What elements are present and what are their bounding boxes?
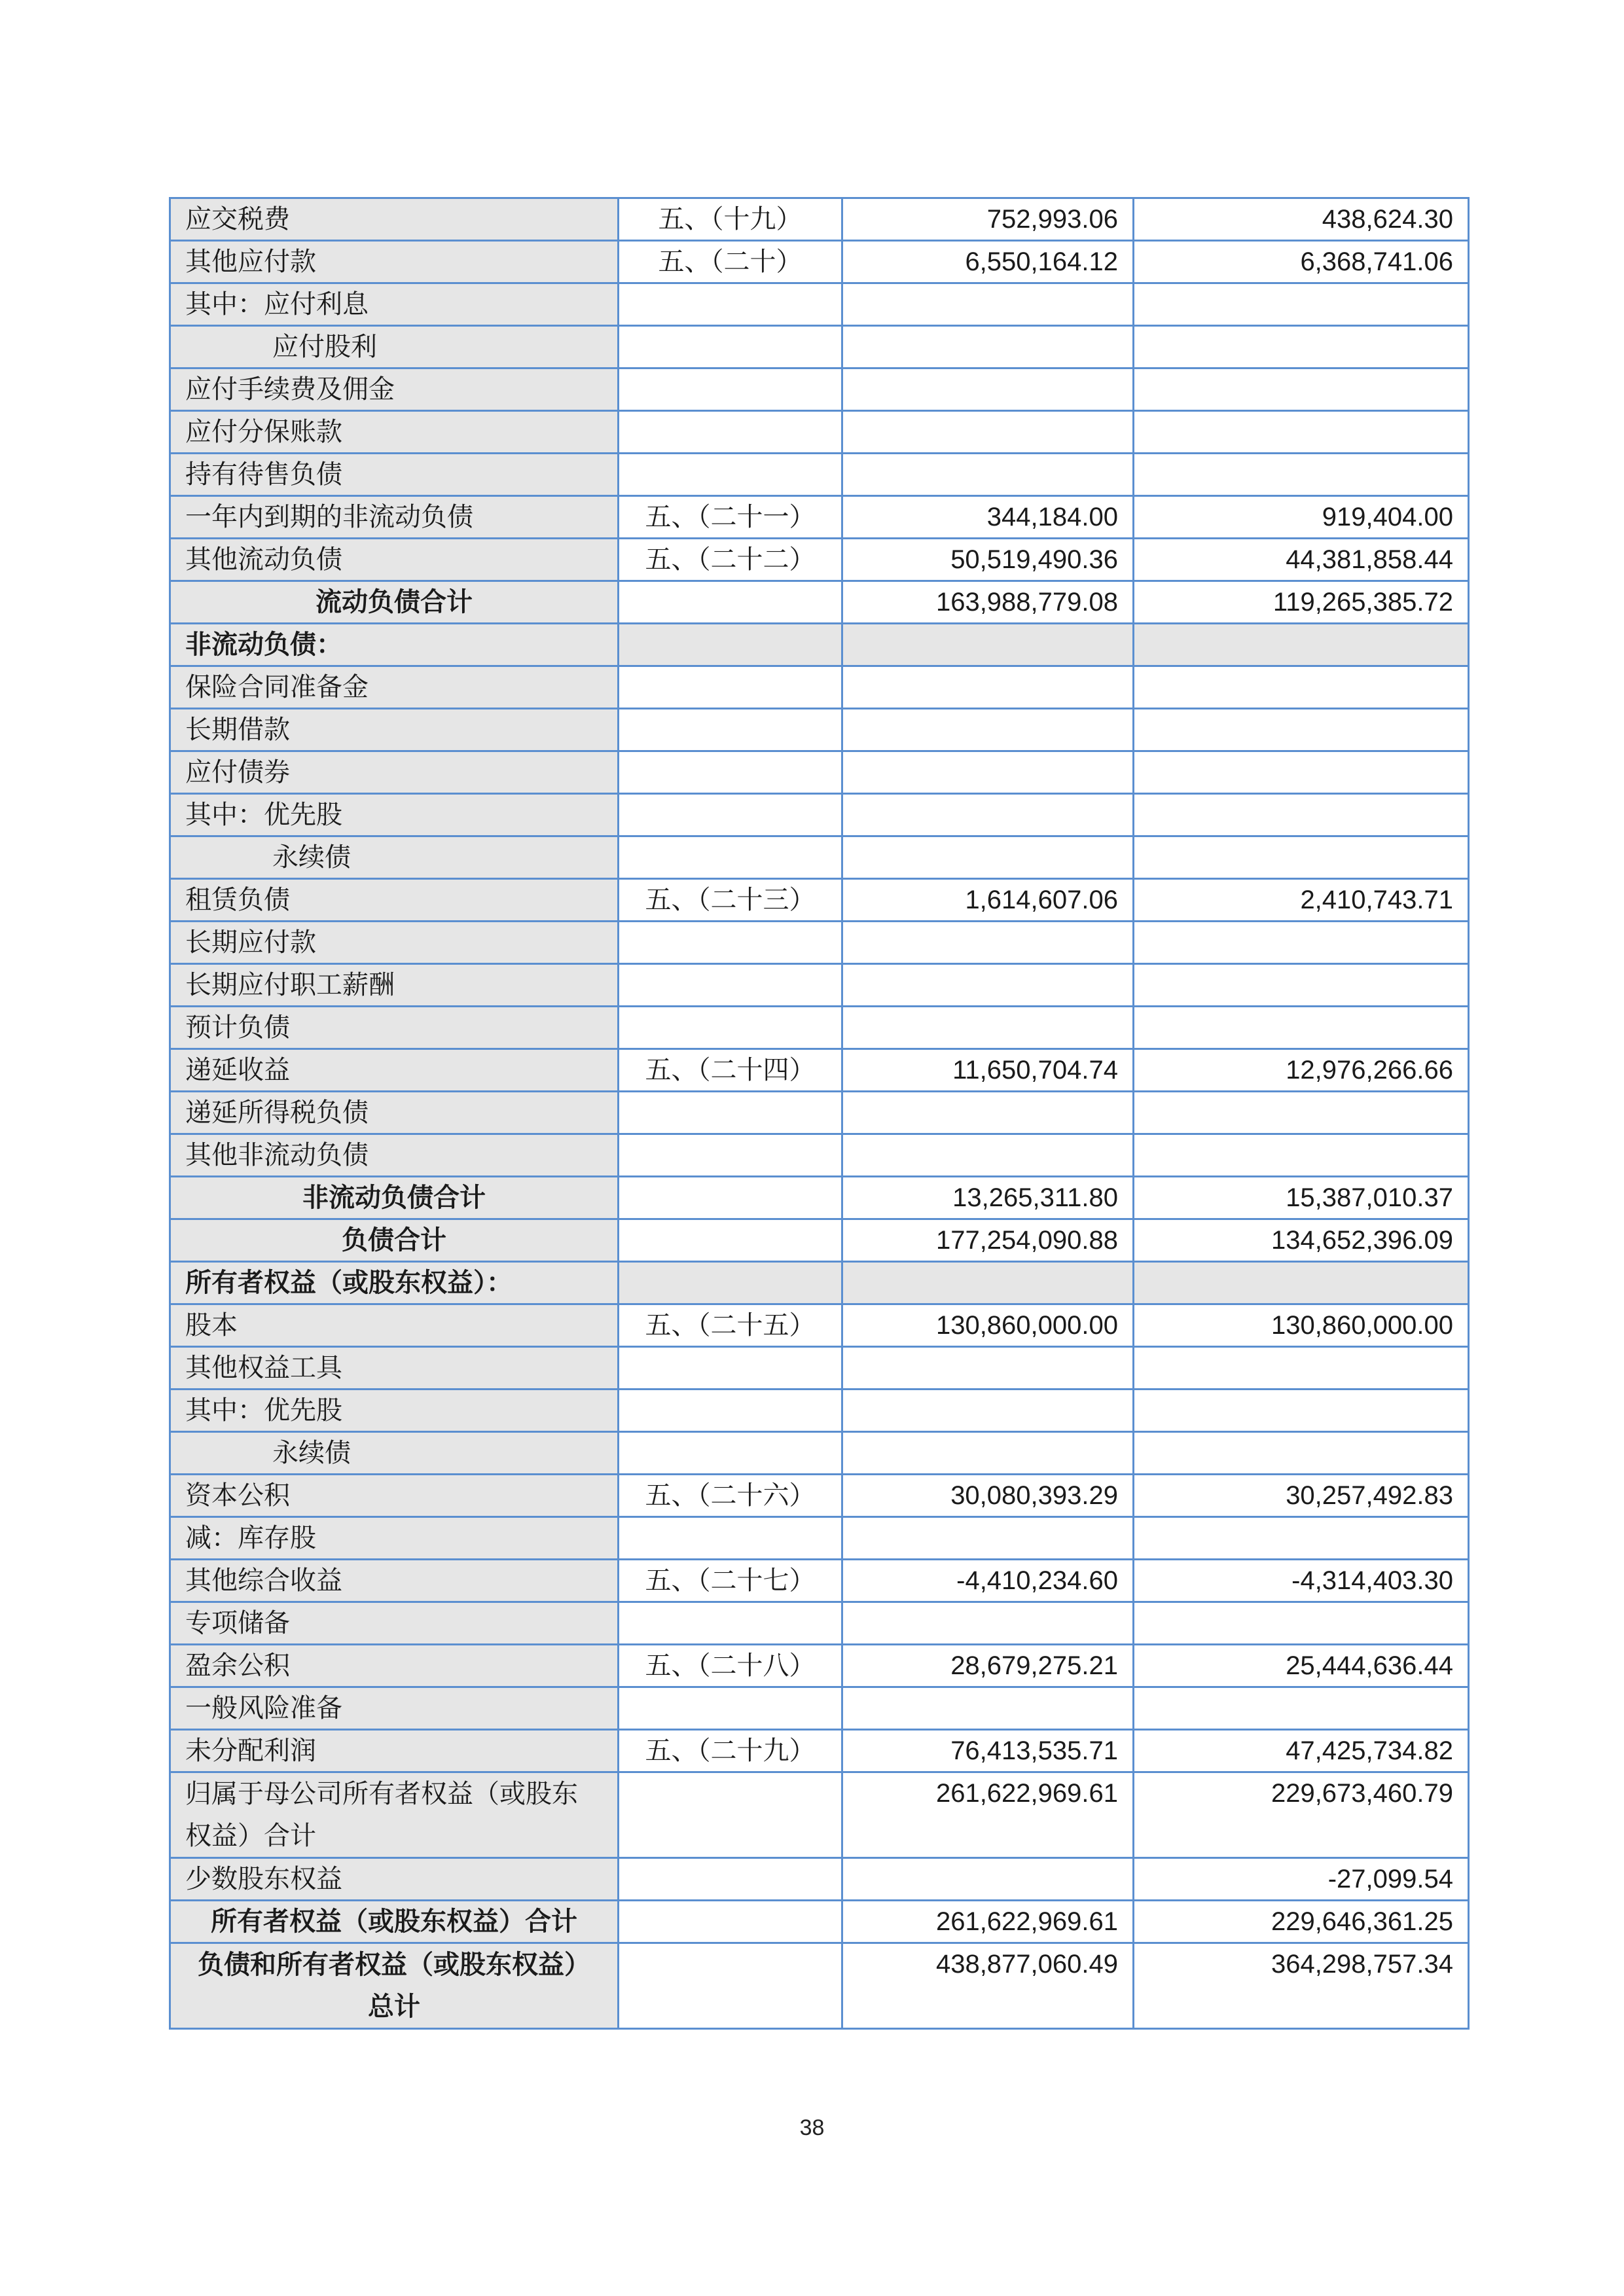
- row-note: [619, 836, 842, 879]
- row-previous-value: [1134, 1134, 1469, 1177]
- row-label: 应付债券: [170, 751, 619, 794]
- row-current-value: [842, 1262, 1134, 1304]
- table-row: [170, 709, 1469, 751]
- table-row: [170, 1772, 1469, 1858]
- row-label: 非流动负债：: [170, 624, 619, 666]
- row-current-value: -4,410,234.60: [842, 1560, 1134, 1602]
- row-label: 应交税费: [170, 198, 619, 241]
- balance-sheet-body: [170, 198, 1469, 2029]
- row-note: [619, 751, 842, 794]
- row-previous-value: [1134, 1517, 1469, 1560]
- row-note: [619, 411, 842, 454]
- row-label: 流动负债合计: [170, 581, 619, 624]
- table-row: [170, 1645, 1469, 1687]
- row-note: [619, 794, 842, 836]
- table-row: [170, 624, 1469, 666]
- row-note: [619, 1858, 842, 1901]
- row-current-value: [842, 1007, 1134, 1049]
- row-label: 应付手续费及佣金: [170, 368, 619, 411]
- row-label: 盈余公积: [170, 1645, 619, 1687]
- row-label: 其他流动负债: [170, 539, 619, 581]
- row-previous-value: 119,265,385.72: [1134, 581, 1469, 624]
- row-note: [619, 368, 842, 411]
- row-label: 负债合计: [170, 1219, 619, 1262]
- table-row: [170, 1432, 1469, 1475]
- row-label: 一年内到期的非流动负债: [170, 496, 619, 539]
- row-note: [619, 1007, 842, 1049]
- row-previous-value: [1134, 624, 1469, 666]
- table-row: [170, 1687, 1469, 1730]
- row-current-value: [842, 922, 1134, 964]
- row-label: 所有者权益（或股东权益）：: [170, 1262, 619, 1304]
- table-row: [170, 1134, 1469, 1177]
- table-row: [170, 1858, 1469, 1901]
- row-note: 五、（二十四）: [619, 1049, 842, 1092]
- row-label: 其他权益工具: [170, 1347, 619, 1390]
- row-label: 租赁负债: [170, 879, 619, 922]
- table-row: [170, 368, 1469, 411]
- row-current-value: [842, 964, 1134, 1007]
- row-note: [619, 283, 842, 326]
- page-number: 38: [799, 2115, 825, 2140]
- table-row: [170, 964, 1469, 1007]
- row-note: [619, 964, 842, 1007]
- row-current-value: 30,080,393.29: [842, 1475, 1134, 1517]
- row-current-value: [842, 1092, 1134, 1134]
- row-label: 非流动负债合计: [170, 1177, 619, 1219]
- row-previous-value: [1134, 1602, 1469, 1645]
- row-previous-value: [1134, 964, 1469, 1007]
- row-current-value: [842, 1602, 1134, 1645]
- row-note: 五、（十九）: [619, 198, 842, 241]
- row-previous-value: [1134, 666, 1469, 709]
- row-note: [619, 1262, 842, 1304]
- row-label: 保险合同准备金: [170, 666, 619, 709]
- table-row: [170, 1517, 1469, 1560]
- row-previous-value: 919,404.00: [1134, 496, 1469, 539]
- row-current-value: [842, 751, 1134, 794]
- row-previous-value: [1134, 1092, 1469, 1134]
- table-row: [170, 1901, 1469, 1943]
- row-current-value: [842, 1134, 1134, 1177]
- row-current-value: 76,413,535.71: [842, 1730, 1134, 1772]
- row-label: 长期应付职工薪酬: [170, 964, 619, 1007]
- table-row: [170, 241, 1469, 283]
- row-label: 一般风险准备: [170, 1687, 619, 1730]
- row-label: 应付分保账款: [170, 411, 619, 454]
- row-note: [619, 581, 842, 624]
- table-row: [170, 1304, 1469, 1347]
- row-previous-value: [1134, 751, 1469, 794]
- row-previous-value: [1134, 368, 1469, 411]
- row-label: 其他非流动负债: [170, 1134, 619, 1177]
- row-label: 递延收益: [170, 1049, 619, 1092]
- row-current-value: 1,614,607.06: [842, 879, 1134, 922]
- row-current-value: 130,860,000.00: [842, 1304, 1134, 1347]
- row-label: 归属于母公司所有者权益（或股东权益）合计: [170, 1772, 619, 1858]
- table-row: [170, 879, 1469, 922]
- row-note: [619, 1517, 842, 1560]
- row-previous-value: 6,368,741.06: [1134, 241, 1469, 283]
- row-previous-value: [1134, 1262, 1469, 1304]
- row-previous-value: [1134, 454, 1469, 496]
- row-previous-value: [1134, 411, 1469, 454]
- row-current-value: 6,550,164.12: [842, 241, 1134, 283]
- row-note: [619, 1772, 842, 1858]
- row-current-value: 163,988,779.08: [842, 581, 1134, 624]
- row-label: 长期应付款: [170, 922, 619, 964]
- table-row: [170, 198, 1469, 241]
- row-previous-value: [1134, 836, 1469, 879]
- row-previous-value: 229,646,361.25: [1134, 1901, 1469, 1943]
- table-row: [170, 496, 1469, 539]
- row-note: 五、（二十五）: [619, 1304, 842, 1347]
- row-label: 其他应付款: [170, 241, 619, 283]
- row-current-value: 28,679,275.21: [842, 1645, 1134, 1687]
- row-current-value: [842, 1432, 1134, 1475]
- row-current-value: [842, 1687, 1134, 1730]
- table-row: [170, 326, 1469, 368]
- row-note: 五、（二十九）: [619, 1730, 842, 1772]
- row-previous-value: 44,381,858.44: [1134, 539, 1469, 581]
- row-current-value: [842, 794, 1134, 836]
- row-note: 五、（二十一）: [619, 496, 842, 539]
- row-previous-value: 30,257,492.83: [1134, 1475, 1469, 1517]
- row-previous-value: -4,314,403.30: [1134, 1560, 1469, 1602]
- row-current-value: [842, 411, 1134, 454]
- row-current-value: [842, 624, 1134, 666]
- row-previous-value: 438,624.30: [1134, 198, 1469, 241]
- table-row: [170, 1092, 1469, 1134]
- table-row: [170, 411, 1469, 454]
- table-row: [170, 1262, 1469, 1304]
- row-label: 预计负债: [170, 1007, 619, 1049]
- row-previous-value: [1134, 1390, 1469, 1432]
- row-current-value: [842, 326, 1134, 368]
- row-previous-value: [1134, 326, 1469, 368]
- row-current-value: [842, 1347, 1134, 1390]
- row-note: [619, 1390, 842, 1432]
- row-current-value: [842, 454, 1134, 496]
- row-previous-value: 229,673,460.79: [1134, 1772, 1469, 1858]
- table-row: [170, 1602, 1469, 1645]
- row-current-value: 50,519,490.36: [842, 539, 1134, 581]
- row-note: [619, 624, 842, 666]
- table-row: [170, 539, 1469, 581]
- row-current-value: 438,877,060.49: [842, 1943, 1134, 2029]
- row-previous-value: [1134, 1687, 1469, 1730]
- table-row: [170, 666, 1469, 709]
- row-note: 五、（二十二）: [619, 539, 842, 581]
- row-current-value: 13,265,311.80: [842, 1177, 1134, 1219]
- row-previous-value: [1134, 283, 1469, 326]
- row-label: 其中：应付利息: [170, 283, 619, 326]
- row-label: 持有待售负债: [170, 454, 619, 496]
- row-current-value: 261,622,969.61: [842, 1772, 1134, 1858]
- table-row: [170, 1177, 1469, 1219]
- row-previous-value: 2,410,743.71: [1134, 879, 1469, 922]
- row-note: [619, 709, 842, 751]
- row-note: 五、（二十三）: [619, 879, 842, 922]
- row-note: [619, 1943, 842, 2029]
- row-label: 其他综合收益: [170, 1560, 619, 1602]
- row-label: 应付股利: [170, 326, 619, 368]
- table-row: [170, 922, 1469, 964]
- row-note: [619, 1901, 842, 1943]
- row-label: 减：库存股: [170, 1517, 619, 1560]
- row-current-value: 11,650,704.74: [842, 1049, 1134, 1092]
- row-note: [619, 922, 842, 964]
- table-row: [170, 581, 1469, 624]
- row-current-value: [842, 1517, 1134, 1560]
- balance-sheet-table: [169, 197, 1470, 2030]
- row-current-value: 344,184.00: [842, 496, 1134, 539]
- row-previous-value: -27,099.54: [1134, 1858, 1469, 1901]
- table-row: [170, 1943, 1469, 2029]
- table-row: [170, 1219, 1469, 1262]
- table-row: [170, 1560, 1469, 1602]
- row-label: 所有者权益（或股东权益）合计: [170, 1901, 619, 1943]
- row-note: [619, 1687, 842, 1730]
- row-current-value: 177,254,090.88: [842, 1219, 1134, 1262]
- row-previous-value: [1134, 1347, 1469, 1390]
- row-label: 专项储备: [170, 1602, 619, 1645]
- table-row: [170, 794, 1469, 836]
- table-row: [170, 751, 1469, 794]
- row-note: [619, 326, 842, 368]
- table-row: [170, 1390, 1469, 1432]
- row-previous-value: [1134, 794, 1469, 836]
- row-note: 五、（二十）: [619, 241, 842, 283]
- row-previous-value: 12,976,266.66: [1134, 1049, 1469, 1092]
- row-previous-value: [1134, 1432, 1469, 1475]
- row-note: 五、（二十六）: [619, 1475, 842, 1517]
- row-current-value: [842, 1858, 1134, 1901]
- row-previous-value: [1134, 709, 1469, 751]
- row-note: [619, 1432, 842, 1475]
- row-label: 永续债: [170, 836, 619, 879]
- row-note: [619, 1347, 842, 1390]
- row-label: 递延所得税负债: [170, 1092, 619, 1134]
- row-label: 股本: [170, 1304, 619, 1347]
- row-previous-value: 134,652,396.09: [1134, 1219, 1469, 1262]
- row-current-value: [842, 283, 1134, 326]
- row-note: 五、（二十七）: [619, 1560, 842, 1602]
- row-previous-value: 25,444,636.44: [1134, 1645, 1469, 1687]
- row-label: 未分配利润: [170, 1730, 619, 1772]
- row-previous-value: 130,860,000.00: [1134, 1304, 1469, 1347]
- table-row: [170, 1475, 1469, 1517]
- row-label: 资本公积: [170, 1475, 619, 1517]
- table-row: [170, 283, 1469, 326]
- row-label: 少数股东权益: [170, 1858, 619, 1901]
- row-note: [619, 1134, 842, 1177]
- row-label: 其中：优先股: [170, 794, 619, 836]
- row-label: 负债和所有者权益（或股东权益）总计: [170, 1943, 619, 2029]
- row-current-value: 261,622,969.61: [842, 1901, 1134, 1943]
- table-row: [170, 1007, 1469, 1049]
- row-previous-value: 15,387,010.37: [1134, 1177, 1469, 1219]
- table-row: [170, 836, 1469, 879]
- table-row: [170, 1730, 1469, 1772]
- table-row: [170, 454, 1469, 496]
- row-label: 其中：优先股: [170, 1390, 619, 1432]
- row-note: [619, 1219, 842, 1262]
- row-note: 五、（二十八）: [619, 1645, 842, 1687]
- row-current-value: [842, 836, 1134, 879]
- row-note: [619, 1602, 842, 1645]
- row-previous-value: 364,298,757.34: [1134, 1943, 1469, 2029]
- row-note: [619, 666, 842, 709]
- row-current-value: [842, 666, 1134, 709]
- row-current-value: [842, 709, 1134, 751]
- row-previous-value: [1134, 1007, 1469, 1049]
- row-current-value: [842, 368, 1134, 411]
- row-current-value: [842, 1390, 1134, 1432]
- row-current-value: 752,993.06: [842, 198, 1134, 241]
- row-previous-value: 47,425,734.82: [1134, 1730, 1469, 1772]
- row-note: [619, 454, 842, 496]
- row-label: 永续债: [170, 1432, 619, 1475]
- row-note: [619, 1177, 842, 1219]
- row-note: [619, 1092, 842, 1134]
- row-previous-value: [1134, 922, 1469, 964]
- table-row: [170, 1347, 1469, 1390]
- row-label: 长期借款: [170, 709, 619, 751]
- table-row: [170, 1049, 1469, 1092]
